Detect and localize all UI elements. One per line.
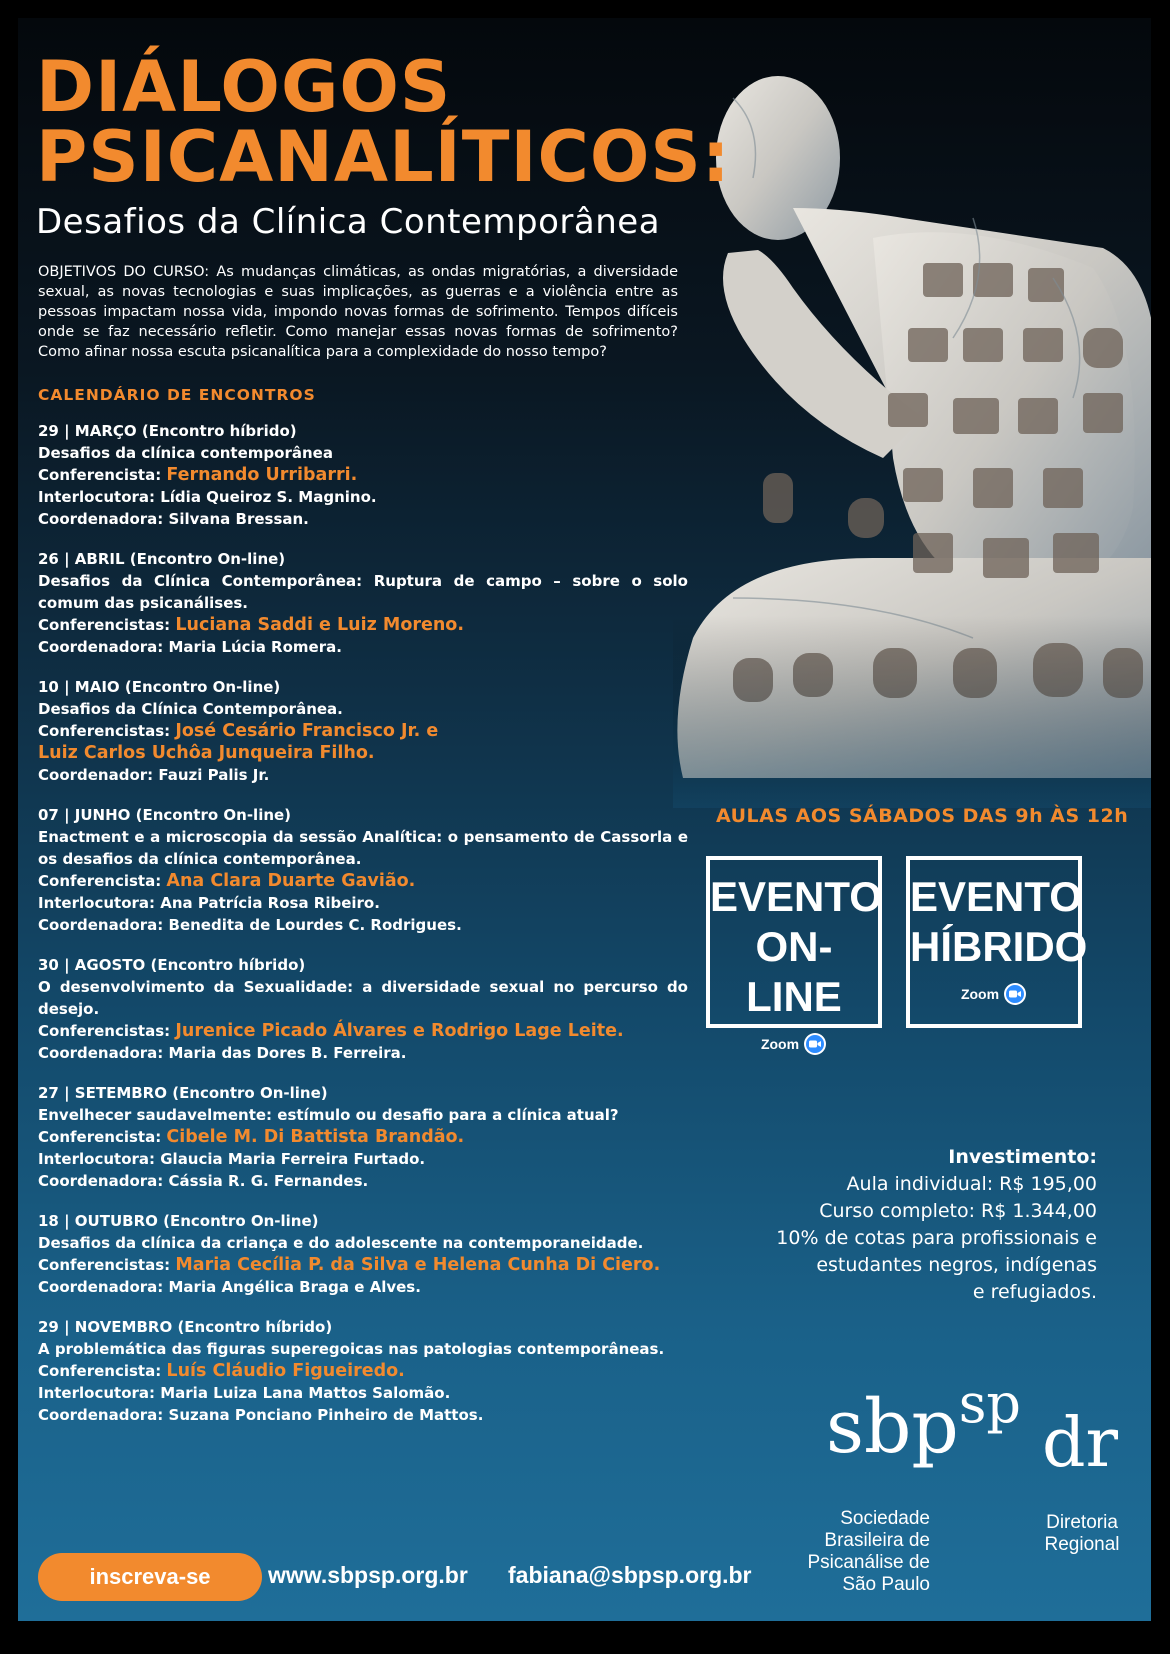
event-date: 26 | ABRIL (Encontro On-line) bbox=[38, 550, 286, 568]
thinker-statue-image bbox=[673, 38, 1151, 808]
organization-name bbox=[778, 1508, 930, 1596]
speaker-label: Conferencista: bbox=[38, 872, 167, 890]
quota-note: estudantes negros, indígenas bbox=[816, 1254, 1097, 1276]
regional-line: Regional bbox=[1044, 1534, 1120, 1555]
logo-sbp-text: sbp bbox=[826, 1384, 959, 1470]
poster bbox=[18, 18, 1151, 1621]
badge-line-2: HÍBRIDO bbox=[910, 923, 1088, 970]
speaker-names: José Cesário Francisco Jr. e bbox=[175, 721, 439, 741]
speaker-label: Conferencistas: bbox=[38, 1256, 176, 1274]
speaker-names: Maria Cecília P. da Silva e Helena Cunha Di Ciero. bbox=[175, 1255, 661, 1275]
event-role: Coordenadora: Maria Lúcia Romera. bbox=[38, 638, 342, 656]
event-date: 18 | OUTUBRO (Encontro On-line) bbox=[38, 1212, 319, 1230]
investment-heading: Investimento: bbox=[948, 1146, 1097, 1168]
regional-line: Diretoria bbox=[1046, 1512, 1118, 1533]
event-date: 10 | MAIO (Encontro On-line) bbox=[38, 678, 281, 696]
price-individual: Aula individual: R$ 195,00 bbox=[846, 1173, 1097, 1195]
event-role: Coordenadora: Maria das Dores B. Ferreira. bbox=[38, 1044, 407, 1062]
zoom-text: Zoom bbox=[760, 1036, 800, 1052]
speaker-names: Fernando Urribarri. bbox=[166, 465, 358, 485]
logo-sp-text: sp bbox=[958, 1372, 1021, 1435]
video-camera-icon bbox=[1003, 982, 1027, 1006]
zoom-label bbox=[710, 1032, 878, 1056]
org-name-line: Brasileira de bbox=[824, 1530, 930, 1551]
event-role: Coordenadora: Maria Angélica Braga e Alves. bbox=[38, 1278, 421, 1296]
event-role: Coordenadora: Silvana Bressan. bbox=[38, 510, 309, 528]
event-date: 30 | AGOSTO (Encontro híbrido) bbox=[38, 956, 306, 974]
sbpsp-logo bbox=[826, 1372, 1021, 1471]
speaker-names: Luís Cláudio Figueiredo. bbox=[166, 1361, 405, 1381]
price-full-course: Curso completo: R$ 1.344,00 bbox=[819, 1200, 1097, 1222]
video-camera-icon bbox=[803, 1032, 827, 1056]
title-line-2: PSICANALÍTICOS: bbox=[36, 116, 731, 198]
badge-line-2: ON-LINE bbox=[746, 923, 842, 1020]
event-role: Coordenador: Fauzi Palis Jr. bbox=[38, 766, 270, 784]
event-item bbox=[38, 1082, 688, 1192]
event-role: Interlocutora: Lídia Queiroz S. Magnino. bbox=[38, 488, 377, 506]
org-name-line: São Paulo bbox=[842, 1574, 930, 1595]
speaker-label: Conferencistas: bbox=[38, 722, 176, 740]
speaker-label: Conferencista: bbox=[38, 1362, 167, 1380]
speaker-label: Conferencista: bbox=[38, 1128, 167, 1146]
badge-line-1: EVENTO bbox=[910, 873, 1082, 920]
zoom-label bbox=[910, 982, 1078, 1006]
title-line-1: DIÁLOGOS bbox=[36, 46, 452, 128]
events-list bbox=[38, 420, 688, 1444]
event-theme: Desafios da Clínica Contemporânea. bbox=[38, 700, 343, 718]
event-role: Interlocutora: Glaucia Maria Ferreira Furtado. bbox=[38, 1150, 426, 1168]
event-role: Interlocutora: Ana Patrícia Rosa Ribeiro. bbox=[38, 894, 380, 912]
hybrid-event-badge bbox=[906, 856, 1088, 1028]
event-role: Coordenadora: Cássia R. G. Fernandes. bbox=[38, 1172, 369, 1190]
event-theme: A problemática das figuras superegoicas nas patologias contemporâneas. bbox=[38, 1340, 665, 1358]
speaker-names-continued: Luiz Carlos Uchôa Junqueira Filho. bbox=[38, 743, 375, 763]
investment-info bbox=[737, 1144, 1097, 1306]
subtitle: Desafios da Clínica Contemporânea bbox=[36, 202, 661, 242]
event-item bbox=[38, 676, 688, 786]
event-theme: Desafios da clínica contemporânea bbox=[38, 444, 333, 462]
event-date: 07 | JUNHO (Encontro On-line) bbox=[38, 806, 292, 824]
event-item bbox=[38, 804, 688, 936]
event-theme: Envelhecer saudavelmente: estímulo ou desafio para a clínica atual? bbox=[38, 1106, 619, 1124]
quota-note: e refugiados. bbox=[972, 1281, 1097, 1303]
org-name-line: Psicanálise de bbox=[807, 1552, 930, 1573]
online-event-badge bbox=[706, 856, 882, 1052]
speaker-names: Jurenice Picado Álvares e Rodrigo Lage Leite. bbox=[175, 1021, 624, 1041]
speaker-label: Conferencistas: bbox=[38, 1022, 176, 1040]
event-role: Coordenadora: Suzana Ponciano Pinheiro de Mattos. bbox=[38, 1406, 484, 1424]
dr-logo: dr bbox=[1042, 1404, 1119, 1483]
event-date: 29 | NOVEMBRO (Encontro híbrido) bbox=[38, 1318, 333, 1336]
speaker-label: Conferencista: bbox=[38, 466, 167, 484]
course-objectives: OBJETIVOS DO CURSO: As mudanças climáticas, as ondas migratórias, a diversidade sexual, as novas tecnologias e suas implicações, as guerras e a violência entre as pessoas impactam nossa vida, impondo novas formas de sofrimento. Tempos difíceis onde se faz necessário refletir. Como manejar essas novas formas de sofrimento? Como afinar nossa escuta psicanalítica para a complexidade do nosso tempo? bbox=[38, 264, 678, 360]
calendar-heading: CALENDÁRIO DE ENCONTROS bbox=[38, 386, 316, 404]
badge-line-1: EVENTO bbox=[710, 873, 882, 920]
speaker-names: Luciana Saddi e Luiz Moreno. bbox=[175, 615, 464, 635]
org-name-line: Sociedade bbox=[840, 1508, 930, 1529]
event-item bbox=[38, 548, 688, 658]
event-item bbox=[38, 1316, 688, 1426]
event-date: 27 | SETEMBRO (Encontro On-line) bbox=[38, 1084, 328, 1102]
event-role: Interlocutora: Maria Luiza Lana Mattos Salomão. bbox=[38, 1384, 451, 1402]
event-theme: Enactment e a microscopia da sessão Analítica: o pensamento de Cassorla e os desafios da clínica contemporânea. bbox=[38, 828, 688, 868]
website-link[interactable]: www.sbpsp.org.br bbox=[268, 1562, 468, 1588]
zoom-text: Zoom bbox=[960, 986, 1000, 1002]
event-item bbox=[38, 420, 688, 530]
event-theme: Desafios da Clínica Contemporânea: Ruptura de campo – sobre o solo comum das psicanálises. bbox=[38, 572, 688, 612]
register-button[interactable]: inscreva-se bbox=[38, 1553, 262, 1601]
quota-note: 10% de cotas para profissionais e bbox=[776, 1227, 1097, 1249]
event-theme: O desenvolvimento da Sexualidade: a diversidade sexual no percurso do desejo. bbox=[38, 978, 688, 1018]
schedule-info: AULAS AOS SÁBADOS DAS 9h ÀS 12h bbox=[716, 805, 1129, 827]
event-date: 29 | MARÇO (Encontro híbrido) bbox=[38, 422, 297, 440]
regional-directorate bbox=[1022, 1512, 1142, 1556]
speaker-names: Cibele M. Di Battista Brandão. bbox=[166, 1127, 465, 1147]
event-item bbox=[38, 1210, 688, 1298]
page-title bbox=[36, 46, 731, 198]
speaker-names: Ana Clara Duarte Gavião. bbox=[166, 871, 416, 891]
event-item bbox=[38, 954, 688, 1064]
event-role: Coordenadora: Benedita de Lourdes C. Rodrigues. bbox=[38, 916, 462, 934]
email-link[interactable]: fabiana@sbpsp.org.br bbox=[508, 1562, 752, 1588]
event-theme: Desafios da clínica da criança e do adolescente na contemporaneidade. bbox=[38, 1234, 644, 1252]
speaker-label: Conferencistas: bbox=[38, 616, 176, 634]
